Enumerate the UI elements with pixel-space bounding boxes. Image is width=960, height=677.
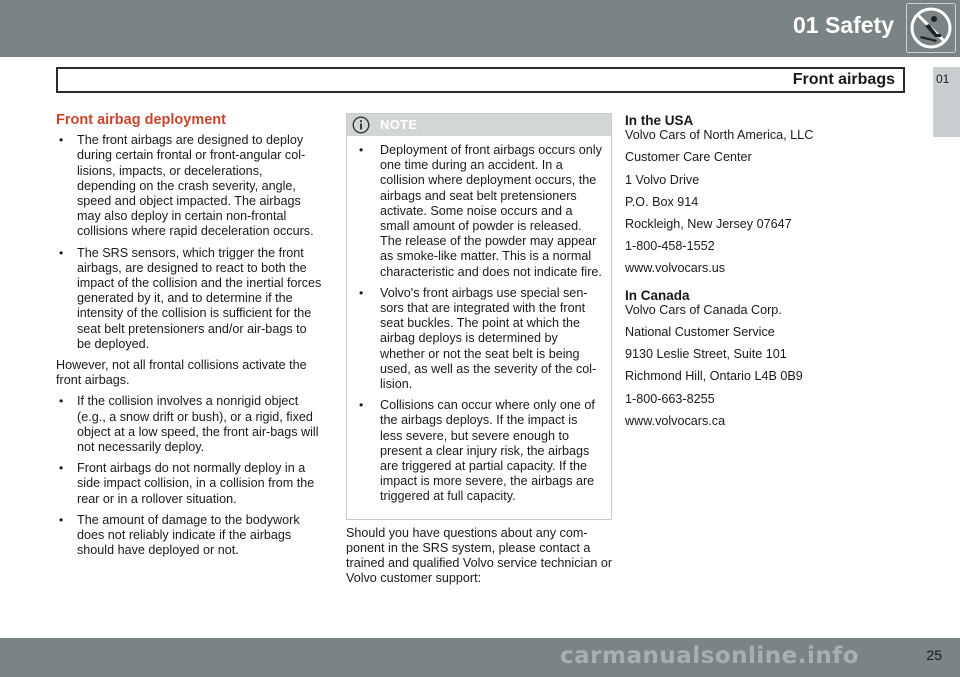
bullet-item: • The amount of damage to the bodywork does not reliably indicate if the airbags should have deployed or not. bbox=[56, 513, 324, 559]
deployment-paragraph: However, not all frontal collisions activate the front airbags. bbox=[56, 358, 307, 388]
deployment-bullets-b bbox=[56, 394, 324, 558]
bullet-item: • Collisions can occur where only one of the airbags deploys. If the impact is less severe, but severe enough to present a clear injury risk, the airbags are triggered at partial capacity. If the impact is more severe, the airbags are triggered at full capacity. bbox=[355, 398, 603, 504]
chapter-title: 01 Safety bbox=[792, 12, 894, 38]
note-box bbox=[346, 113, 612, 520]
deployment-heading: Front airbag deployment bbox=[56, 112, 226, 128]
usa-website[interactable]: www.volvocars.us bbox=[625, 261, 726, 276]
chapter-side-tab-label: 01 bbox=[936, 72, 950, 86]
note-label: NOTE bbox=[380, 117, 418, 132]
bullet-item: • The SRS sensors, which trigger the front airbags, are designed to react to both the impact of the collision and the inertial forces generated by it, and to determine if the intensity of the collision is sufficient for the seat belt pretensioners and/or air-bags to be deployed. bbox=[56, 246, 324, 352]
page-number: 25 bbox=[926, 647, 942, 663]
note-bullets bbox=[355, 143, 603, 505]
canada-department: National Customer Service bbox=[625, 325, 775, 340]
deployment-bullets-a bbox=[56, 133, 324, 352]
usa-department: Customer Care Center bbox=[625, 150, 752, 165]
note-header bbox=[347, 114, 611, 136]
usa-po-box: P.O. Box 914 bbox=[625, 194, 699, 209]
contact-intro-paragraph: Should you have questions about any com-ponent in the SRS system, please contact a trained and qualified Volvo service technician or Volvo customer support: bbox=[346, 525, 613, 586]
chapter-header-bar bbox=[0, 0, 960, 57]
watermark: carmanualsonline.info bbox=[560, 643, 860, 669]
section-title-bar bbox=[56, 67, 905, 93]
info-icon bbox=[352, 116, 370, 134]
canada-heading: In Canada bbox=[625, 287, 690, 303]
usa-heading: In the USA bbox=[625, 113, 694, 128]
usa-street: 1 Volvo Drive bbox=[625, 172, 700, 187]
bullet-item: • Volvo's front airbags use special sen-sors that are integrated with the front seat buckles. The point at which the airbag deploys is determined by whether or not the seat belt is being used, as well as the severity of the col-lision. bbox=[355, 286, 603, 392]
canada-street: 9130 Leslie Street, Suite 101 bbox=[625, 347, 787, 362]
column-note bbox=[346, 113, 614, 592]
note-body bbox=[347, 136, 611, 519]
usa-city: Rockleigh, New Jersey 07647 bbox=[625, 217, 792, 232]
canada-phone: 1-800-663-8255 bbox=[625, 391, 715, 406]
bullet-item: • Front airbags do not normally deploy in a side impact collision, in a collision from the rear or in a rollover situation. bbox=[56, 461, 324, 507]
canada-website[interactable]: www.volvocars.ca bbox=[625, 413, 726, 428]
usa-company: Volvo Cars of North America, LLC bbox=[625, 128, 814, 143]
chapter-side-tab[interactable] bbox=[933, 67, 960, 137]
bullet-item: • Deployment of front airbags occurs only one time during an accident. In a collision where deployment occurs, the airbags and seat belt pretensioners activate. Some noise occurs and a small amount of powder is released. The release of the powder may appear as smoke-like matter. This is a normal characteristic and does not indicate fire. bbox=[355, 143, 603, 280]
usa-phone: 1-800-458-1552 bbox=[625, 239, 715, 254]
bullet-item: • If the collision involves a nonrigid object (e.g., a snow drift or bush), or a rigid, fixed object at a low speed, the front air-bags will not necessarily deploy. bbox=[56, 394, 324, 455]
canada-city: Richmond Hill, Ontario L4B 0B9 bbox=[625, 369, 803, 384]
canada-company: Volvo Cars of Canada Corp. bbox=[625, 302, 782, 317]
no-child-seat-airbag-icon bbox=[906, 3, 956, 53]
bullet-item: • The front airbags are designed to deploy during certain frontal or front-angular col-lisions, impacts, or decelerations, depending on the crash severity, angle, speed and object impacted. The airbags may also deploy in certain non-frontal collisions where rapid deceleration occurs. bbox=[56, 133, 324, 239]
column-contacts bbox=[625, 113, 885, 436]
section-title: Front airbags bbox=[792, 71, 895, 88]
column-deployment bbox=[56, 113, 324, 564]
